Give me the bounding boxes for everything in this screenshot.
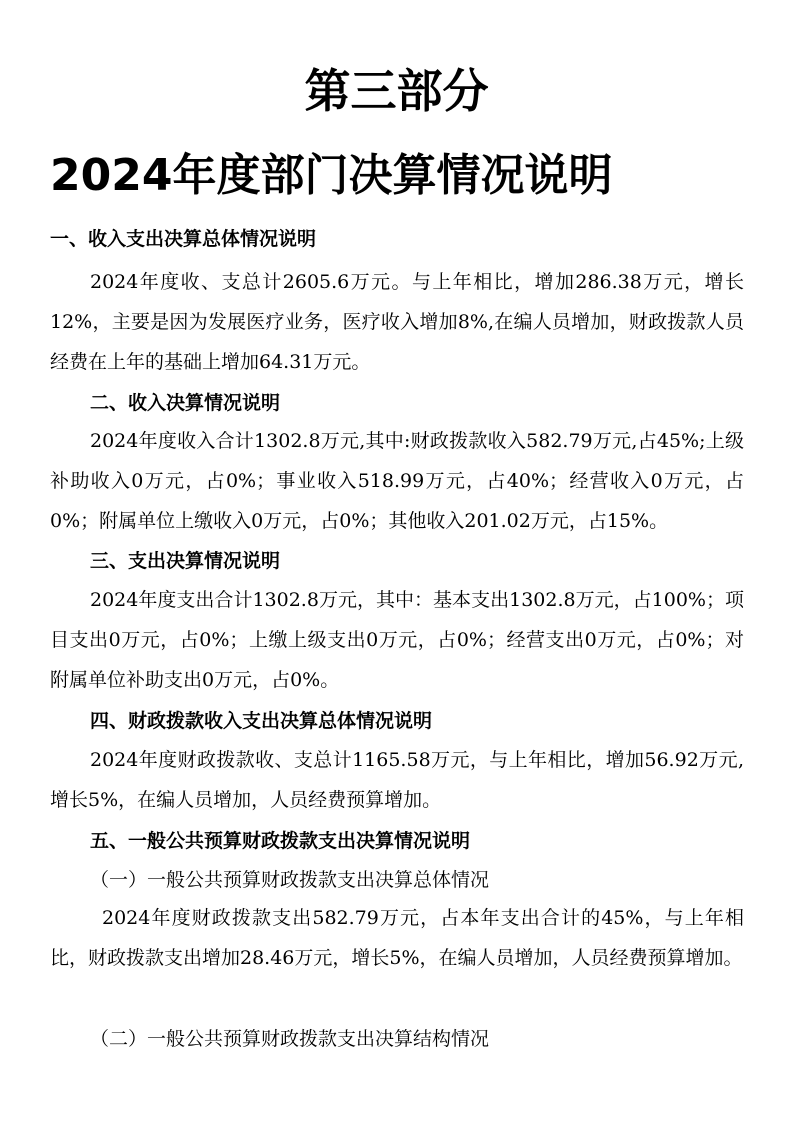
section-heading-5: 五、一般公共预算财政拨款支出决算情况说明 (90, 830, 471, 852)
subsection-heading-5-1: （一）一般公共预算财政拨款支出决算总体情况 (90, 869, 490, 891)
subsection-heading-5-2: （二）一般公共预算财政拨款支出决算结构情况 (90, 1028, 490, 1050)
section-body-3: 2024年度支出合计1302.8万元，其中：基本支出1302.8万元，占100%；项目支出0万元，占0%；上缴上级支出0万元，占0%；经营支出0万元，占0%；对附属单位补助支出0万元，占0%。 (50, 589, 744, 691)
section-heading-2: 二、收入决算情况说明 (90, 392, 281, 414)
part-title: 第三部分 (304, 64, 489, 118)
section-body-2: 2024年度收入合计1302.8万元,其中:财政拨款收入582.79万元,占45%;上级补助收入0万元，占0%；事业收入518.99万元，占40%；经营收入0万元，占0%；附属单位上缴收入0万元，占0%；其他收入201.02万元，占15%。 (50, 430, 744, 532)
subsection-body-5-1: 2024年度财政拨款支出582.79万元，占本年支出合计的45%，与上年相比，财政拨款支出增加28.46万元，增长5%，在编人员增加，人员经费预算增加。 (50, 907, 744, 969)
document-title: 2024年度部门决算情况说明 (50, 150, 613, 201)
section-body-1: 2024年度收、支总计2605.6万元。与上年相比，增加286.38万元，增长12%，主要是因为发展医疗业务，医疗收入增加8%,在编人员增加，财政拨款人员经费在上年的基础上增加64.31万元。 (50, 271, 744, 373)
section-body-4: 2024年度财政拨款收、支总计1165.58万元，与上年相比，增加56.92万元,增长5%，在编人员增加，人员经费预算增加。 (50, 749, 744, 811)
section-heading-3: 三、支出决算情况说明 (90, 550, 281, 572)
section-heading-1: 一、收入支出决算总体情况说明 (50, 228, 317, 250)
section-heading-4: 四、财政拨款收入支出决算总体情况说明 (90, 710, 433, 732)
